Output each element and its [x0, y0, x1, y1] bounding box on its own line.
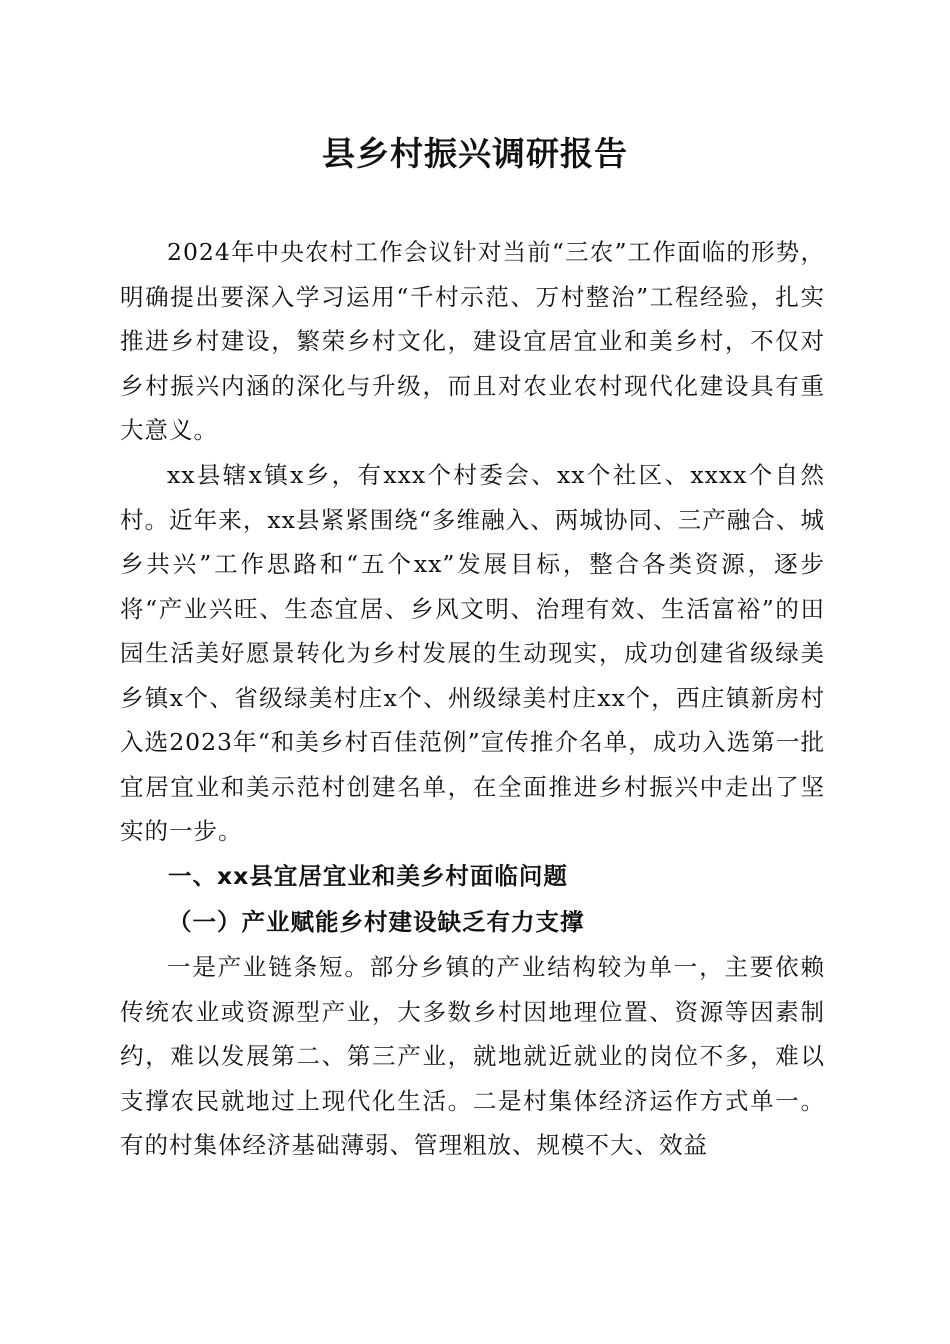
subsection-heading: （一）产业赋能乡村建设缺乏有力支撑	[168, 908, 585, 936]
paragraph-intro: 2024年中央农村工作会议针对当前“三农”工作面临的形势，明确提出要深入学习运用“千村示范、万村整治”工程经验，扎实推进乡村建设，繁荣乡村文化，建设宜居宜业和美乡村，不仅对乡村振兴内涵的深化与升级，而且对农业农村现代化建设具有重大意义。	[120, 238, 825, 444]
paragraph-industry-chain: 一是产业链条短。部分乡镇的产业结构较为单一，主要依赖传统农业或资源型产业，大多数乡村因地理位置、资源等因素制约，难以发展第二、第三产业，就地就近就业的岗位不多，难以支撑农民就地过上现代化生活。二是村集体经济运作方式单一。有的村集体经济基础薄弱、管理粗放、规模不大、效益	[120, 953, 825, 1159]
document-title: 县乡村振兴调研报告	[322, 134, 628, 173]
paragraph-county-overview: xx县辖x镇x乡，有xxx个村委会、xx个社区、xxxx个自然村。近年来，xx县紧紧围绕“多维融入、两城协同、三产融合、城乡共兴”工作思路和“五个xx”发展目标，整合各类资源，逐步将“产业兴旺、生态宜居、乡风文明、治理有效、生活富裕”的田园生活美好愿景转化为乡村发展的生动现实，成功创建省级绿美乡镇x个、省级绿美村庄x个、州级绿美村庄xx个，西庄镇新房村入选2023年“和美乡村百佳范例”宣传推介名单，成功入选第一批宜居宜业和美示范村创建名单，在全面推进乡村振兴中走出了坚实的一步。	[120, 461, 825, 845]
section-heading: 一、xx县宜居宜业和美乡村面临问题	[168, 862, 568, 890]
